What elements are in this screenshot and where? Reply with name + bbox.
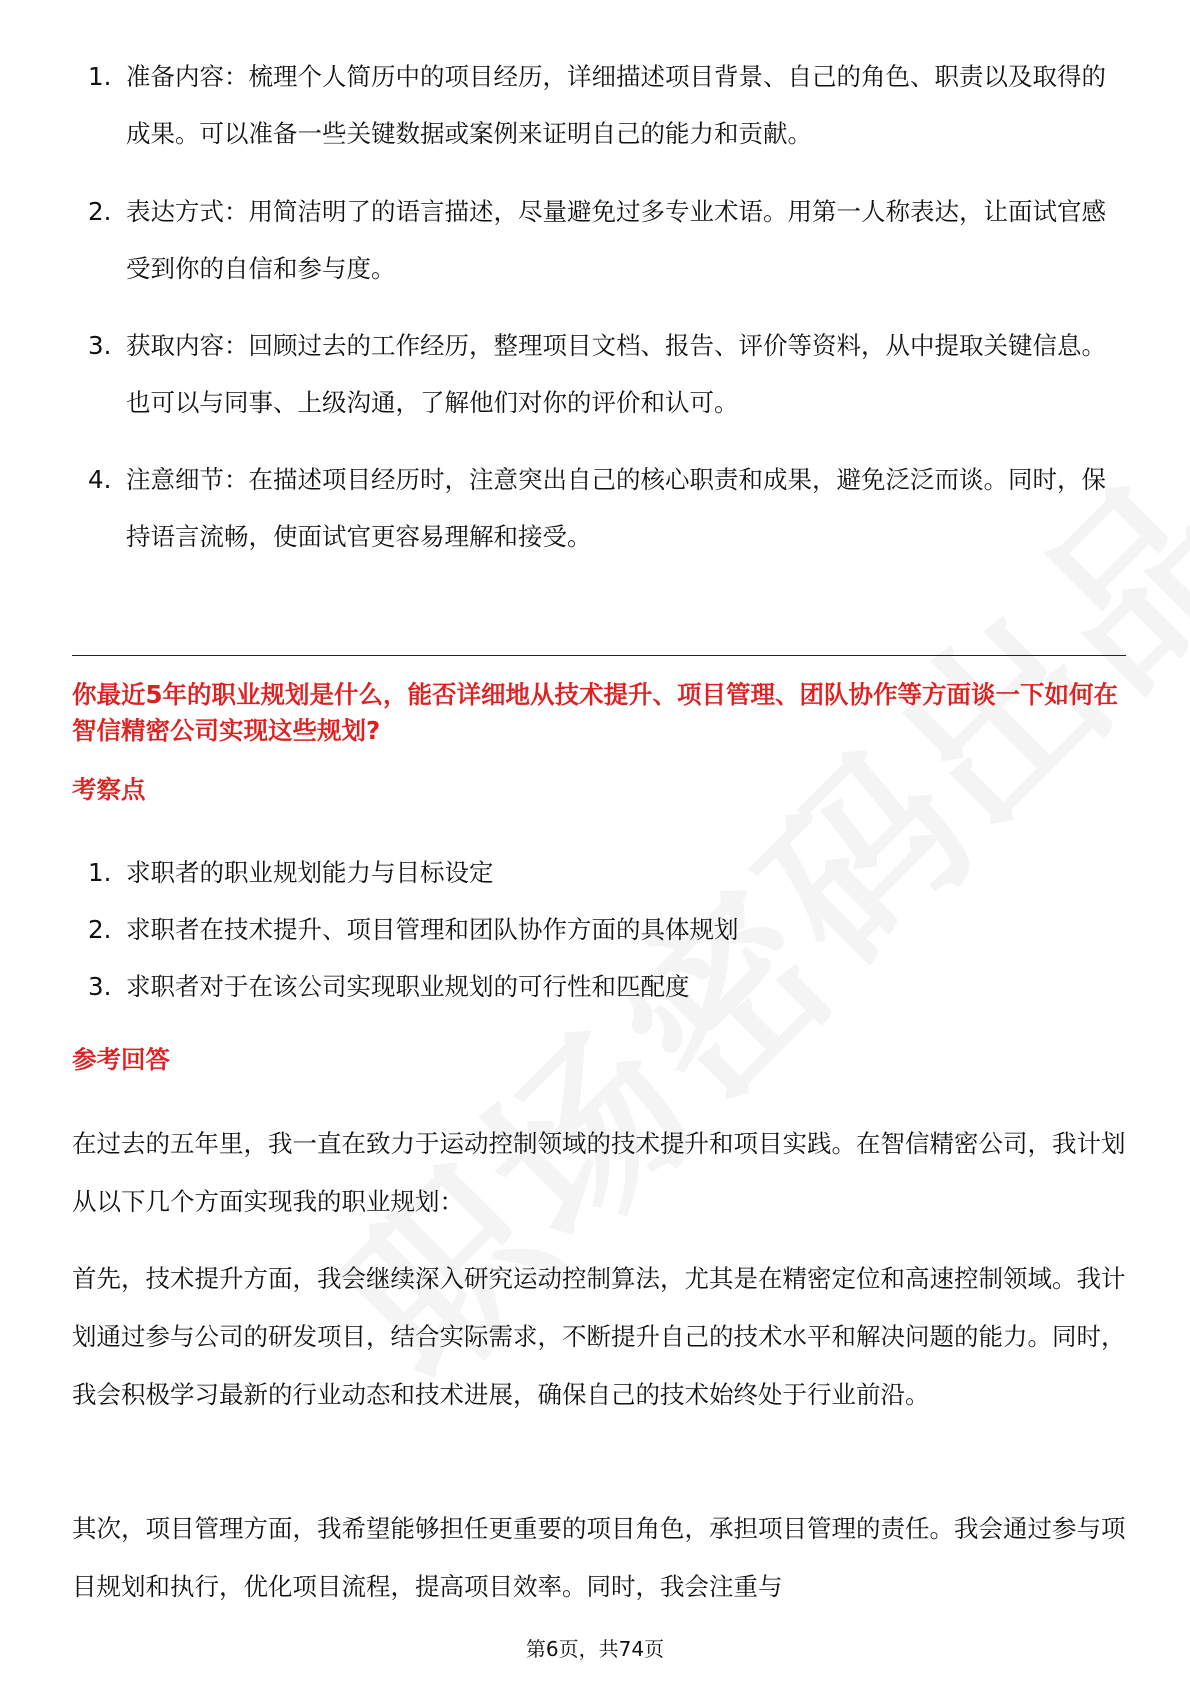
list-text: 注意细节：在描述项目经历时，注意突出自己的核心职责和成果，避免泛泛而谈。同时，保持语言流畅，使面试官更容易理解和接受。 (126, 465, 1106, 551)
divider (72, 655, 1126, 656)
list-item (88, 317, 1128, 431)
list-item (88, 48, 1128, 162)
list-number: 3. (88, 972, 112, 1001)
list-number: 1. (88, 858, 112, 887)
list-text: 准备内容：梳理个人简历中的项目经历，详细描述项目背景、自己的角色、职责以及取得的成果。可以准备一些关键数据或案例来证明自己的能力和贡献。 (126, 62, 1106, 148)
list-item (88, 969, 1128, 1005)
list-text: 求职者对于在该公司实现职业规划的可行性和匹配度 (126, 972, 690, 1001)
answer-paragraph: 在过去的五年里，我一直在致力于运动控制领域的技术提升和项目实践。在智信精密公司，我计划从以下几个方面实现我的职业规划： (72, 1129, 1126, 1216)
question-heading: 你最近5年的职业规划是什么，能否详细地从技术提升、项目管理、团队协作等方面谈一下如何在智信精密公司实现这些规划? (72, 680, 1119, 745)
list-number: 1. (88, 62, 112, 91)
answer-title: 参考回答 (72, 1045, 170, 1074)
list-number: 3. (88, 331, 112, 360)
page-footer: 第6页，共74页 (525, 1637, 665, 1661)
list-text: 表达方式：用简洁明了的语言描述，尽量避免过多专业术语。用第一人称表达，让面试官感受到你的自信和参与度。 (126, 197, 1106, 283)
list-item (88, 855, 1128, 891)
kaochadian-title: 考察点 (72, 775, 146, 804)
list-item (88, 183, 1128, 297)
list-text: 求职者的职业规划能力与目标设定 (126, 858, 494, 887)
list-text: 求职者在技术提升、项目管理和团队协作方面的具体规划 (126, 915, 739, 944)
answer-paragraph: 首先，技术提升方面，我会继续深入研究运动控制算法，尤其是在精密定位和高速控制领域。我计划通过参与公司的研发项目，结合实际需求，不断提升自己的技术水平和解决问题的能力。同时，我会积极学习最新的行业动态和技术进展，确保自己的技术始终处于行业前沿。 (72, 1264, 1126, 1409)
answer-paragraph: 其次，项目管理方面，我希望能够担任更重要的项目角色，承担项目管理的责任。我会通过参与项目规划和执行，优化项目流程，提高项目效率。同时，我会注重与 (72, 1514, 1126, 1601)
list-item (88, 912, 1128, 948)
list-item (88, 451, 1128, 565)
list-number: 4. (88, 465, 112, 494)
list-number: 2. (88, 197, 112, 226)
list-number: 2. (88, 915, 112, 944)
list-text: 获取内容：回顾过去的工作经历，整理项目文档、报告、评价等资料，从中提取关键信息。也可以与同事、上级沟通，了解他们对你的评价和认可。 (126, 331, 1106, 417)
